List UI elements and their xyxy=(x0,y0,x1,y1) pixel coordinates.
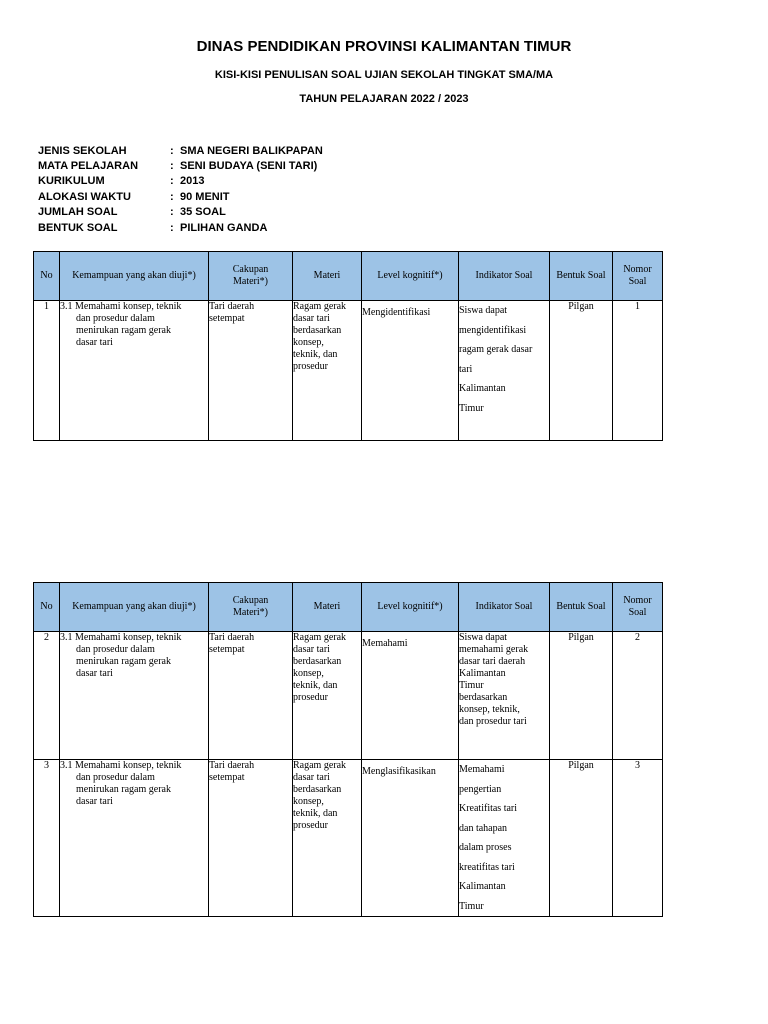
cell-bentuk: Pilgan xyxy=(550,301,613,441)
materi-line: dasar tari xyxy=(293,313,330,324)
cakupan-line: Tari daerah xyxy=(209,760,255,771)
kisi-table-2 xyxy=(33,582,663,917)
cell-level: Memahami xyxy=(362,632,459,760)
cell-cakupan xyxy=(209,760,293,917)
info-row xyxy=(38,158,323,173)
col-header-indikator: Indikator Soal xyxy=(459,252,550,301)
cell-cakupan xyxy=(209,301,293,441)
info-value: SMA NEGERI BALIKPAPAN xyxy=(180,144,323,157)
kemampuan-lead: 3.1 Memahami konsep, teknik xyxy=(60,301,182,312)
info-colon: : xyxy=(170,144,174,157)
info-colon: : xyxy=(170,206,174,219)
info-value: 2013 xyxy=(180,175,205,188)
materi-line: teknik, dan xyxy=(293,808,338,819)
indikator-line: memahami gerak xyxy=(459,644,529,655)
document-subtitle: KISI-KISI PENULISAN SOAL UJIAN SEKOLAH TINGKAT SMA/MA xyxy=(214,69,554,81)
kemampuan-line: dan prosedur dalam xyxy=(76,772,155,783)
cell-cakupan xyxy=(209,632,293,760)
kemampuan-line: dasar tari xyxy=(76,337,113,348)
col-header-cakupan xyxy=(209,583,293,632)
cell-kemampuan xyxy=(60,760,209,917)
cell-bentuk: Pilgan xyxy=(550,632,613,760)
col-header-bentuk: Bentuk Soal xyxy=(550,252,613,301)
table-row xyxy=(34,632,663,760)
col-header-kemampuan: Kemampuan yang akan diuji*) xyxy=(60,252,209,301)
col-header-cakupan xyxy=(209,252,293,301)
info-value: 35 SOAL xyxy=(180,206,226,219)
info-colon: : xyxy=(170,221,174,234)
col-header-nomor-line: Soal xyxy=(628,607,647,618)
info-value: 90 MENIT xyxy=(180,190,230,203)
cell-level: Menglasifikasikan xyxy=(362,760,459,917)
info-label: JUMLAH SOAL xyxy=(38,206,118,219)
cell-materi xyxy=(293,760,362,917)
indikator-line: tari xyxy=(459,363,473,375)
indikator-line: dalam proses xyxy=(459,842,512,853)
col-header-cakupan-line: Cakupan xyxy=(232,595,269,606)
info-value: PILIHAN GANDA xyxy=(180,221,268,234)
indikator-line: dasar tari daerah xyxy=(459,656,526,667)
document-title: DINAS PENDIDIKAN PROVINSI KALIMANTAN TIMUR xyxy=(196,38,572,55)
cakupan-line: Tari daerah xyxy=(209,632,255,643)
info-value: SENI BUDAYA (SENI TARI) xyxy=(180,160,318,173)
kisi-table-1 xyxy=(33,251,663,441)
indikator-line: Kreatifitas tari xyxy=(459,803,518,814)
materi-line: berdasarkan xyxy=(293,656,342,667)
kemampuan-line: dan prosedur dalam xyxy=(76,313,155,324)
cakupan-line: setempat xyxy=(209,772,245,783)
materi-line: teknik, dan xyxy=(293,680,338,691)
indikator-line: Timur xyxy=(459,900,484,912)
cell-kemampuan xyxy=(60,632,209,760)
kemampuan-lead: 3.1 Memahami konsep, teknik xyxy=(60,760,182,771)
materi-line: prosedur xyxy=(293,820,328,831)
materi-line: prosedur xyxy=(293,361,328,372)
cell-materi xyxy=(293,632,362,760)
info-row xyxy=(38,205,323,220)
materi-line: Ragam gerak xyxy=(293,301,347,312)
info-row xyxy=(38,189,323,204)
col-header-nomor xyxy=(613,583,663,632)
indikator-line: berdasarkan xyxy=(459,692,508,703)
info-row xyxy=(38,143,323,158)
kemampuan-line: menirukan ragam gerak xyxy=(76,784,171,795)
materi-line: Ragam gerak xyxy=(293,632,347,643)
kemampuan-line: menirukan ragam gerak xyxy=(76,656,171,667)
col-header-level: Level kognitif*) xyxy=(362,583,459,632)
cell-indikator xyxy=(459,301,550,441)
cakupan-line: Tari daerah xyxy=(209,301,255,312)
cakupan-line: setempat xyxy=(209,644,245,655)
indikator-line: dan prosedur tari xyxy=(459,716,527,727)
col-header-nomor-line: Nomor xyxy=(623,595,652,606)
indikator-line: Kalimantan xyxy=(459,383,506,394)
cell-bentuk: Pilgan xyxy=(550,760,613,917)
indikator-line: Timur xyxy=(459,680,484,691)
materi-line: konsep, xyxy=(293,796,324,807)
indikator-line: ragam gerak dasar xyxy=(459,344,533,355)
col-header-bentuk: Bentuk Soal xyxy=(550,583,613,632)
cell-materi xyxy=(293,301,362,441)
cell-no: 1 xyxy=(34,301,60,441)
materi-line: konsep, xyxy=(293,668,324,679)
indikator-line: Kalimantan xyxy=(459,668,506,679)
info-label: JENIS SEKOLAH xyxy=(38,144,127,157)
cell-nomor: 2 xyxy=(613,632,663,760)
cakupan-line: setempat xyxy=(209,313,245,324)
info-colon: : xyxy=(170,175,174,188)
col-header-materi: Materi xyxy=(293,252,362,301)
indikator-line: Timur xyxy=(459,402,484,414)
academic-year: TAHUN PELAJARAN 2022 / 2023 xyxy=(299,93,469,105)
indikator-line: konsep, teknik, xyxy=(459,704,520,715)
kemampuan-rest xyxy=(60,313,208,349)
kemampuan-rest xyxy=(60,644,208,680)
info-row xyxy=(38,174,323,189)
col-header-nomor-line: Soal xyxy=(628,276,647,287)
kemampuan-line: menirukan ragam gerak xyxy=(76,325,171,336)
info-colon: : xyxy=(170,160,174,173)
indikator-line: pengertian xyxy=(459,783,502,795)
kemampuan-line: dasar tari xyxy=(76,668,113,679)
cell-nomor: 3 xyxy=(613,760,663,917)
indikator-line: dan tahapan xyxy=(459,822,508,834)
cell-nomor: 1 xyxy=(613,301,663,441)
col-header-kemampuan: Kemampuan yang akan diuji*) xyxy=(60,583,209,632)
indikator-line: Siswa dapat xyxy=(459,305,508,316)
indikator-line: Siswa dapat xyxy=(459,632,508,643)
info-label: ALOKASI WAKTU xyxy=(38,190,131,203)
col-header-nomor-line: Nomor xyxy=(623,264,652,275)
col-header-nomor xyxy=(613,252,663,301)
col-header-indikator: Indikator Soal xyxy=(459,583,550,632)
col-header-materi: Materi xyxy=(293,583,362,632)
kemampuan-lead: 3.1 Memahami konsep, teknik xyxy=(60,632,182,643)
col-header-no: No xyxy=(34,583,60,632)
info-label: MATA PELAJARAN xyxy=(38,160,139,173)
col-header-no: No xyxy=(34,252,60,301)
materi-line: dasar tari xyxy=(293,772,330,783)
cell-no: 2 xyxy=(34,632,60,760)
indikator-line: Kalimantan xyxy=(459,881,506,892)
materi-line: berdasarkan xyxy=(293,325,342,336)
materi-line: berdasarkan xyxy=(293,784,342,795)
col-header-level: Level kognitif*) xyxy=(362,252,459,301)
indikator-line: kreatifitas tari xyxy=(459,861,515,873)
cell-indikator xyxy=(459,632,550,760)
table-header-row xyxy=(34,583,663,632)
info-row xyxy=(38,220,323,235)
info-label: BENTUK SOAL xyxy=(38,221,118,234)
table-row xyxy=(34,301,663,441)
col-header-cakupan-line: Materi*) xyxy=(233,276,268,287)
cell-no: 3 xyxy=(34,760,60,917)
info-label: KURIKULUM xyxy=(38,175,105,188)
materi-line: teknik, dan xyxy=(293,349,338,360)
indikator-line: Memahami xyxy=(459,764,505,775)
cell-level: Mengidentifikasi xyxy=(362,301,459,441)
school-info xyxy=(38,143,323,235)
kemampuan-rest xyxy=(60,772,208,808)
table-row xyxy=(34,760,663,917)
col-header-cakupan-line: Cakupan xyxy=(232,264,269,275)
kemampuan-line: dasar tari xyxy=(76,796,113,807)
materi-line: Ragam gerak xyxy=(293,760,347,771)
materi-line: dasar tari xyxy=(293,644,330,655)
materi-line: prosedur xyxy=(293,692,328,703)
cell-indikator xyxy=(459,760,550,917)
kemampuan-line: dan prosedur dalam xyxy=(76,644,155,655)
info-colon: : xyxy=(170,190,174,203)
cell-kemampuan xyxy=(60,301,209,441)
table-header-row xyxy=(34,252,663,301)
materi-line: konsep, xyxy=(293,337,324,348)
indikator-line: mengidentifikasi xyxy=(459,324,527,336)
col-header-cakupan-line: Materi*) xyxy=(233,607,268,618)
